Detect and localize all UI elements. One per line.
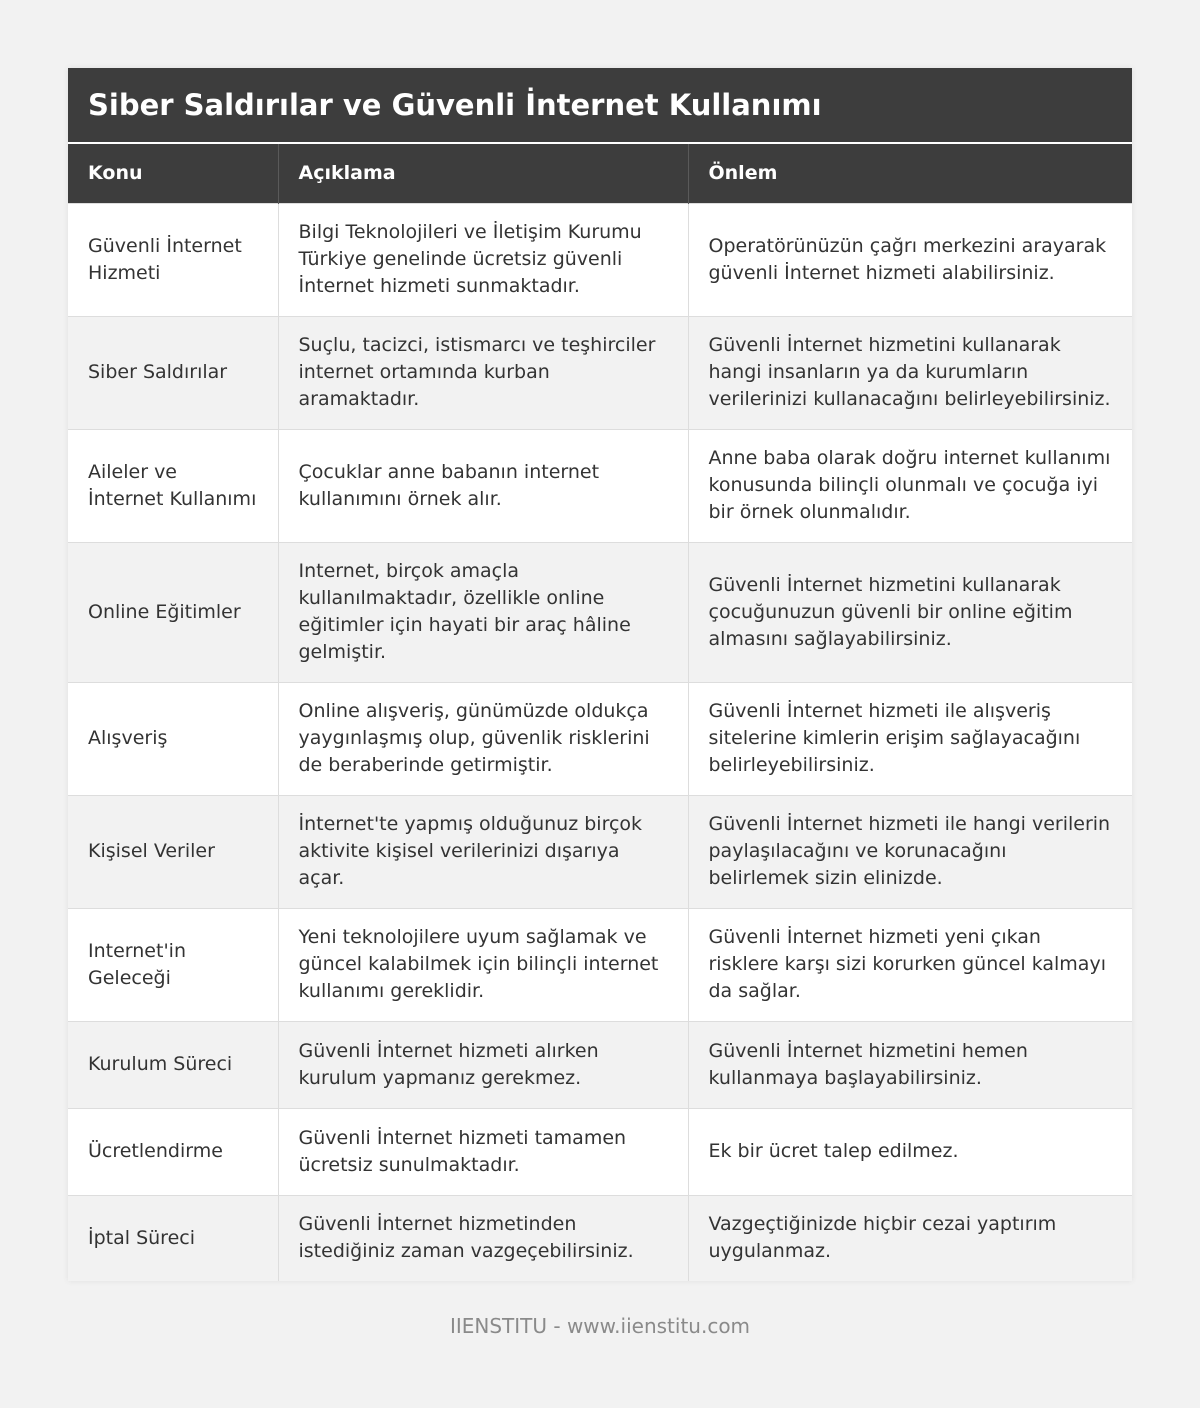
cell-konu: Kurulum Süreci <box>68 1021 278 1108</box>
cell-aciklama: Çocuklar anne babanın internet kullanımını örnek alır. <box>278 429 688 542</box>
cell-onlem: Vazgeçtiğinizde hiçbir cezai yaptırım uygulanmaz. <box>688 1195 1132 1281</box>
table-card <box>68 68 1132 1281</box>
cell-onlem: Güvenli İnternet hizmetini hemen kullanmaya başlayabilirsiniz. <box>688 1021 1132 1108</box>
table-row <box>68 682 1132 795</box>
cell-konu: Internet'in Geleceği <box>68 908 278 1021</box>
cell-konu: Alışveriş <box>68 682 278 795</box>
cell-konu: Güvenli İnternet Hizmeti <box>68 203 278 316</box>
cell-aciklama: Internet, birçok amaçla kullanılmaktadır, özellikle online eğitimler için hayati bir araç hâline gelmiştir. <box>278 542 688 682</box>
cell-onlem: Güvenli İnternet hizmeti yeni çıkan risklere karşı sizi korurken güncel kalmayı da sağlar. <box>688 908 1132 1021</box>
cell-onlem: Güvenli İnternet hizmetini kullanarak hangi insanların ya da kurumların verilerinizi kullanacağını belirleyebilirsiniz. <box>688 316 1132 429</box>
table-row <box>68 316 1132 429</box>
cell-onlem: Güvenli İnternet hizmeti ile hangi verilerin paylaşılacağını ve korunacağını belirlemek sizin elinizde. <box>688 795 1132 908</box>
cell-onlem: Güvenli İnternet hizmetini kullanarak çocuğunuzun güvenli bir online eğitim almasını sağlayabilirsiniz. <box>688 542 1132 682</box>
table-row <box>68 542 1132 682</box>
cell-aciklama: Güvenli İnternet hizmeti alırken kurulum yapmanız gerekmez. <box>278 1021 688 1108</box>
table-row <box>68 908 1132 1021</box>
data-table <box>68 144 1132 1281</box>
cell-konu: Aileler ve İnternet Kullanımı <box>68 429 278 542</box>
cell-konu: Siber Saldırılar <box>68 316 278 429</box>
footer-credit: IIENSTITU - www.iienstitu.com <box>449 1314 751 1338</box>
table-row <box>68 795 1132 908</box>
cell-aciklama: Yeni teknolojilere uyum sağlamak ve güncel kalabilmek için bilinçli internet kullanımı gereklidir. <box>278 908 688 1021</box>
column-header-aciklama: Açıklama <box>278 144 688 203</box>
cell-aciklama: Güvenli İnternet hizmeti tamamen ücretsiz sunulmaktadır. <box>278 1108 688 1195</box>
cell-konu: Kişisel Veriler <box>68 795 278 908</box>
cell-konu: Ücretlendirme <box>68 1108 278 1195</box>
cell-aciklama: İnternet'te yapmış olduğunuz birçok aktivite kişisel verilerinizi dışarıya açar. <box>278 795 688 908</box>
cell-aciklama: Bilgi Teknolojileri ve İletişim Kurumu Türkiye genelinde ücretsiz güvenli İnternet hizmeti sunmaktadır. <box>278 203 688 316</box>
table-row <box>68 1021 1132 1108</box>
cell-aciklama: Güvenli İnternet hizmetinden istediğiniz zaman vazgeçebilirsiniz. <box>278 1195 688 1281</box>
cell-konu: Online Eğitimler <box>68 542 278 682</box>
table-row <box>68 1108 1132 1195</box>
table-title: Siber Saldırılar ve Güvenli İnternet Kullanımı <box>68 68 1132 144</box>
cell-onlem: Anne baba olarak doğru internet kullanımı konusunda bilinçli olunmalı ve çocuğa iyi bir örnek olunmalıdır. <box>688 429 1132 542</box>
cell-onlem: Operatörünüzün çağrı merkezini arayarak güvenli İnternet hizmeti alabilirsiniz. <box>688 203 1132 316</box>
column-header-konu: Konu <box>68 144 278 203</box>
cell-aciklama: Suçlu, tacizci, istismarcı ve teşhirciler internet ortamında kurban aramaktadır. <box>278 316 688 429</box>
table-row <box>68 1195 1132 1281</box>
table-row <box>68 429 1132 542</box>
header-row <box>68 144 1132 203</box>
column-header-onlem: Önlem <box>688 144 1132 203</box>
table-row <box>68 203 1132 316</box>
cell-konu: İptal Süreci <box>68 1195 278 1281</box>
cell-aciklama: Online alışveriş, günümüzde oldukça yaygınlaşmış olup, güvenlik risklerini de beraberinde getirmiştir. <box>278 682 688 795</box>
cell-onlem: Ek bir ücret talep edilmez. <box>688 1108 1132 1195</box>
cell-onlem: Güvenli İnternet hizmeti ile alışveriş sitelerine kimlerin erişim sağlayacağını belirleyebilirsiniz. <box>688 682 1132 795</box>
